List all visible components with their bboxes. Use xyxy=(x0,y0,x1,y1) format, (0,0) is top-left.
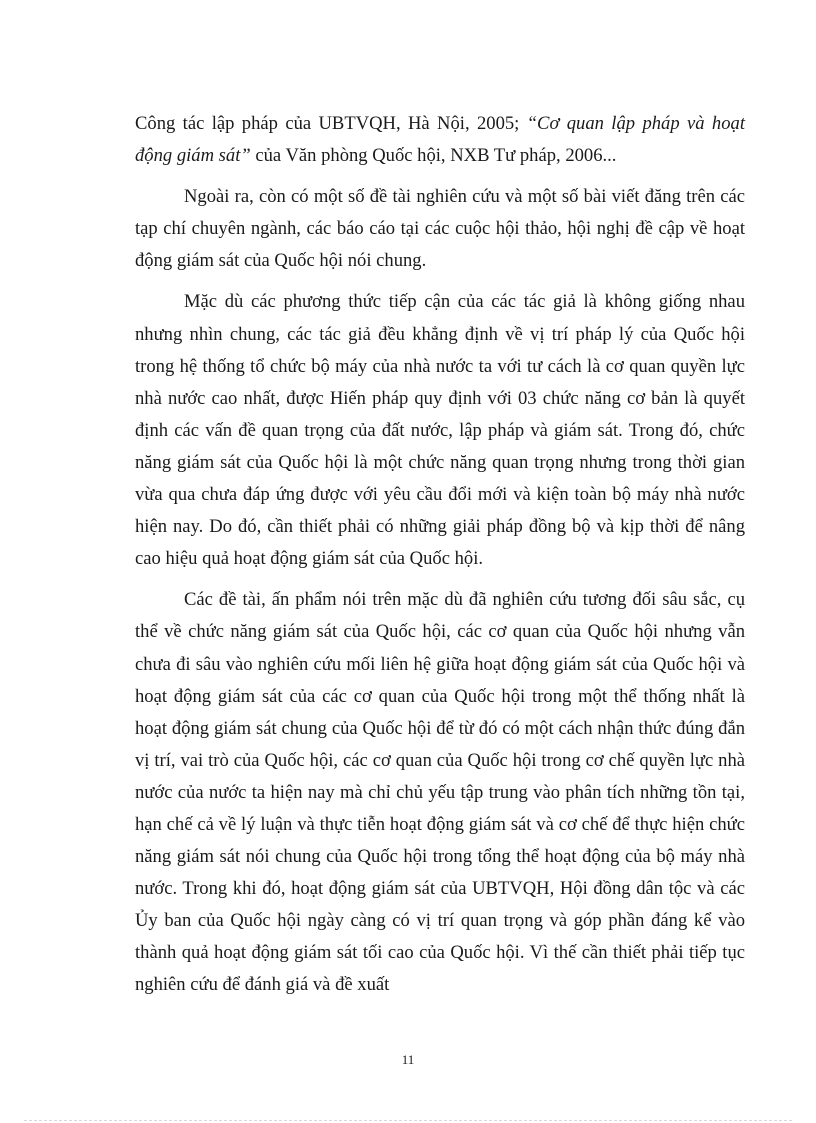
body-text xyxy=(135,108,745,1002)
citation-title: “Cơ quan lập pháp và hoạt động giám sát” xyxy=(135,113,745,167)
paragraph-other-works: Ngoài ra, còn có một số đề tài nghiên cứu và một số bài viết đăng trên các tạp chí chuyên ngành, các báo cáo tại các cuộc hội thảo, hội nghị đề cập về hoạt động giám sát của Quốc hội nói chung. xyxy=(135,186,745,272)
citation-publisher: của Văn phòng Quốc hội, NXB Tư pháp, 2006... xyxy=(250,145,617,167)
citation-text: Công tác lập pháp của UBTVQH, Hà Nội, 2005; xyxy=(135,113,527,134)
paragraph-approaches: Mặc dù các phương thức tiếp cận của các tác giả là không giống nhau nhưng nhìn chung, các tác giả đều khẳng định về vị trí pháp lý của Quốc hội trong hệ thống tổ chức bộ máy của nhà nước ta với tư cách là cơ quan quyền lực nhà nước cao nhất, được Hiến pháp quy định với 03 chức năng cơ bản là quyết định các vấn đề quan trọng của đất nước, lập pháp và giám sát. Trong đó, chức năng giám sát của Quốc hội là một chức năng quan trọng nhưng trong thời gian vừa qua chưa đáp ứng được với yêu cầu đổi mới và kiện toàn bộ máy nhà nước hiện nay. Do đó, cần thiết phải có những giải pháp đồng bộ và kịp thời để nâng cao hiệu quả hoạt động giám sát của Quốc hội. xyxy=(135,291,745,570)
paragraph-citation-continuation xyxy=(135,108,745,172)
paragraph-research-gap: Các đề tài, ấn phẩm nói trên mặc dù đã nghiên cứu tương đối sâu sắc, cụ thể về chức năng giám sát của Quốc hội, các cơ quan của Quốc hội nhưng vẫn chưa đi sâu vào nghiên cứu mối liên hệ giữa hoạt động giám sát của Quốc hội và hoạt động giám sát của các cơ quan của Quốc hội trong một thể thống nhất là hoạt động giám sát chung của Quốc hội để từ đó có một cách nhận thức đúng đắn vị trí, vai trò của Quốc hội, các cơ quan của Quốc hội trong cơ chế quyền lực nhà nước của nước ta hiện nay mà chỉ chủ yếu tập trung vào phân tích những tồn tại, hạn chế cả về lý luận và thực tiễn hoạt động giám sát và cơ chế để thực hiện chức năng giám sát nói chung của Quốc hội trong tổng thể hoạt động của bộ máy nhà nước. Trong khi đó, hoạt động giám sát của UBTVQH, Hội đồng dân tộc và các Ủy ban của Quốc hội ngày càng có vị trí quan trọng và góp phần đáng kể vào thành quả hoạt động giám sát tối cao của Quốc hội. Vì thế cần thiết phải tiếp tục nghiên cứu để đánh giá và đề xuất xyxy=(135,589,745,996)
page-number: 11 xyxy=(401,1052,415,1067)
page-bottom-divider xyxy=(24,1120,792,1121)
